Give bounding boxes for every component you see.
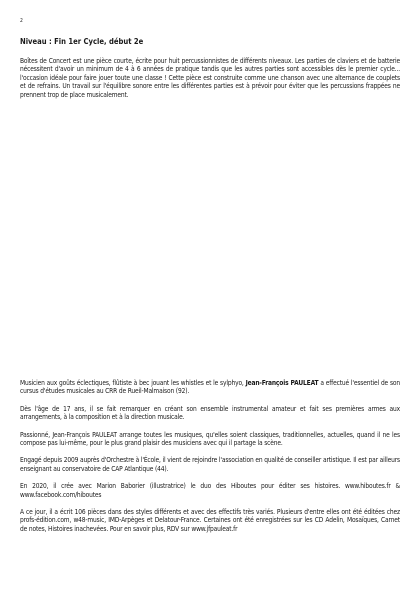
bio-paragraph-4: Engagé depuis 2009 auprès d'Orchestre à l'École, il vient de rejoindre l'association en qualité de conseiller artistique. Il est par ailleurs enseignant au conservatoire de CAP Atlantique (44).: [20, 456, 400, 473]
bio-p1-text-end: a effectué l'essentiel de son cursus d'études musicales au CRR de Rueil-Malmaison (92).: [20, 379, 400, 396]
bio-paragraph-6: A ce jour, il a écrit 106 pièces dans des styles différents et avec des effectifs très variés. Plusieurs d'entre elles ont été éditées chez profs-édition.com, w48-music, IMD-Arpèges et Delatour-France. Certaines ont été enregistrées sur les CD Adelin, Mosaïques, Carnet de notes, Histoires inachevées. Pour en savoir plus, RDV sur www.jfpauleat.fr: [20, 508, 400, 533]
page-number: 2: [20, 18, 23, 24]
level-heading: Niveau : Fin 1er Cycle, début 2e: [20, 37, 144, 46]
intro-paragraph: Boîtes de Concert est une pièce courte, écrite pour huit percussionnistes de différents niveaux. Les parties de claviers et de batterie nécessitent d'avoir un minimum de 4 à 6 années de pratique tandis que les autres parties sont accessibles dès le premier cycle... l'occasion idéale pour faire jouer toute une classe ! Cette pièce est construite comme une chanson avec une alternance de couplets et de refrains. Un travail sur l'équilibre sonore entre les différentes parties est à prévoir pour éviter que les percussions frappées ne prennent trop de place musicalement.: [20, 57, 400, 99]
composer-bio: [20, 379, 400, 542]
bio-paragraph-2: Dès l'âge de 17 ans, il se fait remarquer en créant son ensemble instrumental amateur et fait ses premières armes aux arrangements, à la composition et à la direction musicale.: [20, 404, 400, 422]
bio-p1-text: Musicien aux goûts éclectiques, flûtiste à bec jouant les whistles et le sylphyo,: [20, 379, 246, 387]
bio-paragraph-3: Passionné, Jean-François PAULEAT arrange toutes les musiques, qu'elles soient classiques, traditionnelles, actuelles, quand il ne les compose pas lui-même, pour le plus grand plaisir des musiciens avec qui il partage la scène.: [20, 430, 400, 448]
composer-name: Jean-François PAULEAT: [245, 379, 319, 387]
bio-paragraph-1: [20, 379, 400, 396]
bio-paragraph-5: En 2020, il crée avec Marion Baborier (illustratrice) le duo des Hiboutes pour éditer ses histoires. www.hiboutes.fr & www.facebook.com/hiboutes: [20, 482, 400, 499]
